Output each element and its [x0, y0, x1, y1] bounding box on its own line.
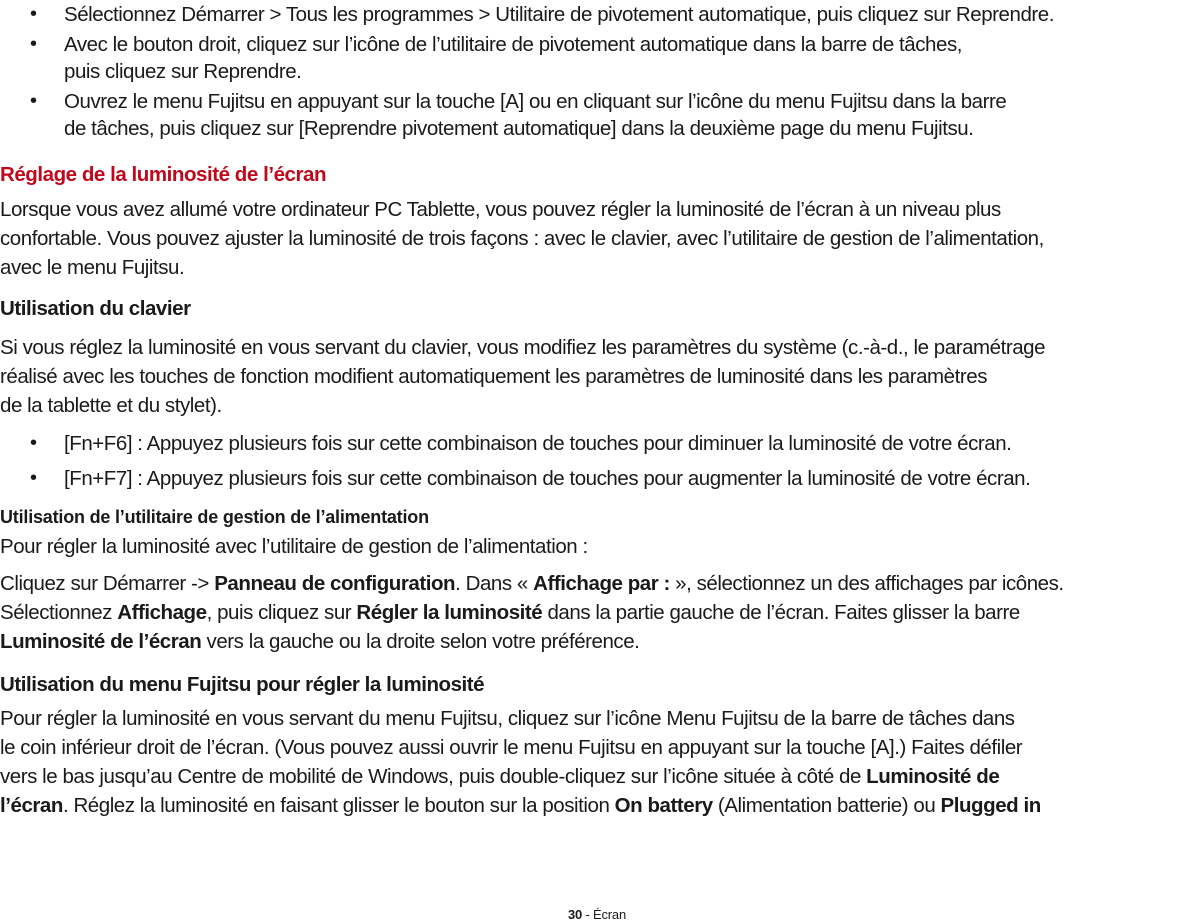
section-name: Écran — [593, 907, 626, 922]
bullet-dot: • — [30, 467, 38, 489]
paragraph-line: réalisé avec les touches de fonction modifient automatiquement les paramètres de luminosité dans les paramètres — [0, 365, 987, 388]
bullet-text: [Fn+F7] : Appuyez plusieurs fois sur cette combinaison de touches pour augmenter la luminosité de votre écran. — [64, 467, 1031, 490]
paragraph-line: vers le bas jusqu’au Centre de mobilité de Windows, puis double-cliquez sur l’icône située à côté de Luminosité de — [0, 765, 1000, 788]
bullet-text: de tâches, puis cliquez sur [Reprendre pivotement automatique] dans la deuxième page du menu Fujitsu. — [64, 117, 974, 140]
bullet-text: Avec le bouton droit, cliquez sur l’icône de l’utilitaire de pivotement automatique dans la barre de tâches, — [64, 33, 962, 56]
bullet-dot: • — [30, 3, 38, 25]
paragraph-line: confortable. Vous pouvez ajuster la luminosité de trois façons : avec le clavier, avec l’utilitaire de gestion de l’alimentation, — [0, 227, 1044, 250]
subheading-fujitsu-menu: Utilisation du menu Fujitsu pour régler la luminosité — [0, 673, 485, 696]
paragraph-line: Cliquez sur Démarrer -> Panneau de configuration. Dans « Affichage par : », sélectionnez un des affichages par icônes. — [0, 572, 1064, 595]
subheading-power: Utilisation de l’utilitaire de gestion de l’alimentation — [0, 507, 429, 527]
page-number: 30 — [568, 907, 583, 922]
paragraph-line: Pour régler la luminosité avec l’utilitaire de gestion de l’alimentation : — [0, 535, 588, 558]
bullet-text: [Fn+F6] : Appuyez plusieurs fois sur cette combinaison de touches pour diminuer la luminosité de votre écran. — [64, 432, 1012, 455]
bullet-text: Sélectionnez Démarrer > Tous les programmes > Utilitaire de pivotement automatique, puis cliquez sur Reprendre. — [64, 3, 1054, 26]
bullet-dot: • — [30, 432, 38, 454]
paragraph-line: Luminosité de l’écran vers la gauche ou la droite selon votre préférence. — [0, 630, 640, 653]
page-footer: 30 - Écran — [568, 907, 626, 922]
bullet-text: puis cliquez sur Reprendre. — [64, 60, 302, 83]
bullet-text: Ouvrez le menu Fujitsu en appuyant sur la touche [A] ou en cliquant sur l’icône du menu Fujitsu dans la barre — [64, 90, 1007, 113]
paragraph-line: Sélectionnez Affichage, puis cliquez sur Régler la luminosité dans la partie gauche de l’écran. Faites glisser la barre — [0, 601, 1020, 624]
paragraph-line: le coin inférieur droit de l’écran. (Vous pouvez aussi ouvrir le menu Fujitsu en appuyant sur la touche [A].) Faites défiler — [0, 736, 1023, 759]
paragraph-line: Lorsque vous avez allumé votre ordinateur PC Tablette, vous pouvez régler la luminosité de l’écran à un niveau plus — [0, 198, 1001, 221]
paragraph-line: l’écran. Réglez la luminosité en faisant glisser le bouton sur la position On battery (Alimentation batterie) ou Plugged in — [0, 794, 1041, 817]
section-title: Réglage de la luminosité de l’écran — [0, 163, 327, 186]
bullet-dot: • — [30, 90, 38, 112]
bullet-dot: • — [30, 33, 38, 55]
paragraph-line: Si vous réglez la luminosité en vous servant du clavier, vous modifiez les paramètres du système (c.-à-d., le paramétrage — [0, 336, 1046, 359]
subheading-keyboard: Utilisation du clavier — [0, 297, 191, 320]
paragraph-line: avec le menu Fujitsu. — [0, 256, 185, 279]
paragraph-line: Pour régler la luminosité en vous servant du menu Fujitsu, cliquez sur l’icône Menu Fujitsu de la barre de tâches dans — [0, 707, 1015, 730]
paragraph-line: de la tablette et du stylet). — [0, 394, 222, 417]
